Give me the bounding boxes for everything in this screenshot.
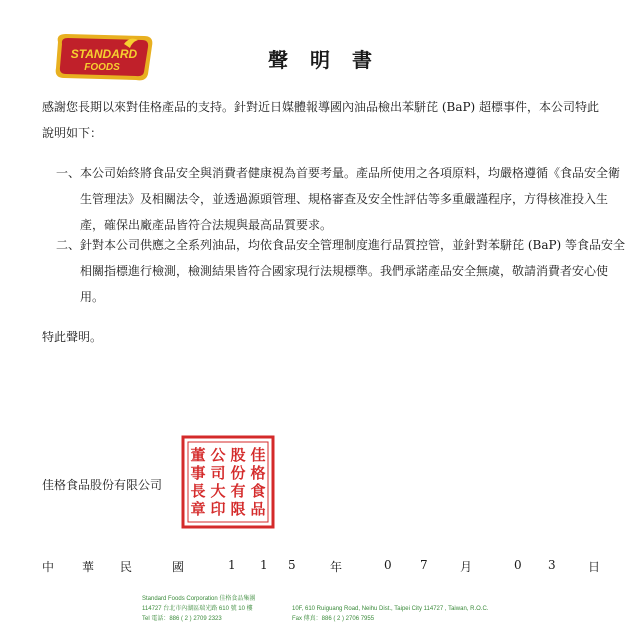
date-part: 5 — [288, 558, 296, 572]
footer-right — [292, 604, 552, 624]
document-date — [42, 558, 602, 580]
logo-line2: FOODS — [84, 62, 120, 73]
closing-statement: 特此聲明。 — [42, 330, 103, 344]
date-part: 3 — [548, 558, 556, 572]
svg-text:事: 事 — [190, 464, 206, 482]
date-part: 國 — [172, 560, 185, 574]
footer-address-zh: 114727 台北市內湖區瑞光路 610 號 10 樓 — [142, 606, 253, 612]
date-part: 7 — [420, 558, 428, 572]
statement-item-1: 一、本公司始終將食品安全與消費者健康視為首要考量。產品所使用之各項原料，均嚴格遵循《食品安全衛生管理法》及相關法令，並透過源頭管理、規格審查及安全性評估等多重嚴謹程序，方得核准投入生產，確保出廠產品皆符合法規與最高品質要求。 — [56, 166, 621, 232]
statement-item-2: 二、針對本公司供應之全系列油品，均依食品安全管理制度進行品質控管，並針對苯駢芘 (BaP) 等食品安全相關指標進行檢測，檢測結果皆符合國家現行法規標準。我們承諾產品安全無虞，敬請消費者安心使用。 — [56, 238, 626, 304]
svg-text:大: 大 — [210, 482, 226, 500]
footer-left — [142, 594, 292, 624]
date-part: 1 — [260, 558, 268, 572]
intro-paragraph: 感謝您長期以來對佳格產品的支持。針對近日媒體報導國內油品檢出苯駢芘 (BaP) 超標事件，本公司特此說明如下： — [42, 100, 600, 140]
footer-fax: Fax 傳真：886 ( 2 ) 2706 7955 — [292, 616, 375, 622]
svg-text:司: 司 — [210, 464, 226, 482]
svg-text:食: 食 — [250, 482, 266, 500]
seal-graphic — [180, 434, 276, 530]
svg-text:董: 董 — [190, 446, 206, 464]
company-name: 佳格食品股份有限公司 — [42, 478, 163, 492]
svg-text:有: 有 — [230, 482, 246, 500]
date-part: 中 — [42, 560, 55, 574]
footer-company-name: Standard Foods Corporation 佳格食品集團 — [142, 596, 256, 602]
date-part: 民 — [120, 560, 133, 574]
date-part: 日 — [588, 560, 601, 574]
svg-text:印: 印 — [210, 500, 226, 518]
svg-text:佳: 佳 — [250, 446, 266, 464]
footer-telephone: Tel 電話：886 ( 2 ) 2709 2323 — [142, 616, 222, 622]
date-part: 華 — [82, 560, 95, 574]
date-part: 月 — [460, 560, 473, 574]
footer-address-en: 10F, 610 Ruiguang Road, Neihu Dist., Taipei City 114727 , Taiwan, R.O.C. — [292, 606, 489, 612]
svg-text:格: 格 — [250, 464, 266, 482]
svg-text:章: 章 — [190, 500, 206, 518]
date-part: 0 — [384, 558, 392, 572]
date-part: 年 — [330, 560, 343, 574]
date-part: 0 — [514, 558, 522, 572]
svg-text:份: 份 — [230, 464, 246, 482]
company-seal-stamp — [180, 434, 276, 530]
svg-text:長: 長 — [190, 482, 206, 500]
svg-text:公: 公 — [210, 446, 226, 464]
date-part: 1 — [228, 558, 236, 572]
svg-text:股: 股 — [230, 446, 246, 464]
document-title: 聲明書 — [268, 48, 394, 72]
svg-text:品: 品 — [250, 500, 266, 518]
svg-text:限: 限 — [230, 500, 246, 518]
logo-line1: STANDARD — [70, 47, 138, 61]
